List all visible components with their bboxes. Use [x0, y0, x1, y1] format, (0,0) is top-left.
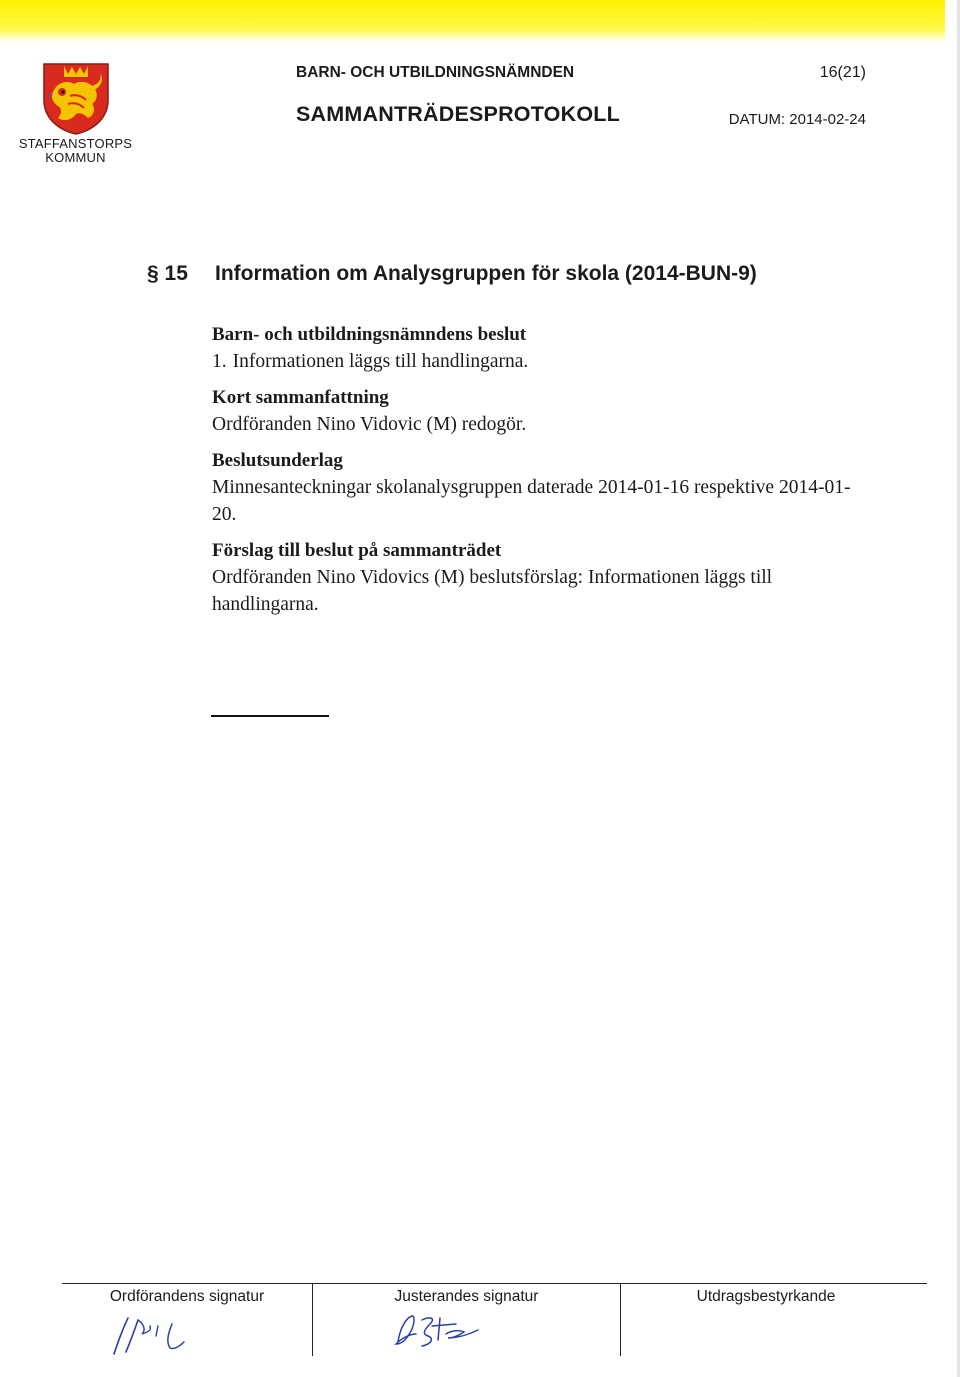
- decision-heading: Barn- och utbildningsnämndens beslut: [212, 324, 527, 345]
- summary-heading: Kort sammanfattning: [212, 387, 389, 408]
- summary-text: Ordföranden Nino Vidovic (M) redogör.: [212, 414, 527, 435]
- page-number: 16(21): [819, 64, 866, 81]
- decision-item-number: 1.: [212, 351, 227, 372]
- end-of-section-rule: [211, 715, 329, 717]
- extract-certifier-label: Utdragsbestyrkande: [696, 1288, 836, 1305]
- section-symbol: §: [147, 262, 159, 285]
- committee-name: BARN- OCH UTBILDNINGSNÄMNDEN: [296, 64, 575, 81]
- municipality-name-line1: STAFFANSTORPS: [18, 136, 133, 151]
- section-number: [147, 262, 215, 286]
- section-heading: [147, 262, 757, 286]
- proposal-text: Ordföranden Nino Vidovics (M) beslutsförslag: Informationen läggs till handlingarna.: [212, 567, 773, 615]
- adjuster-signature-label: Justerandes signatur: [394, 1288, 539, 1305]
- decision-item: [212, 348, 852, 375]
- footer-top-rule: [62, 1283, 927, 1284]
- coat-of-arms-lion-icon: [40, 60, 112, 136]
- section-number-value: 15: [164, 262, 188, 285]
- decision-item-text: Informationen läggs till handlingarna.: [232, 351, 529, 372]
- basis-text: Minnesanteckningar skolanalysgruppen daterade 2014-01-16 respektive 2014-01-20.: [212, 477, 851, 525]
- municipality-name-line2: KOMMUN: [45, 150, 106, 165]
- section-title: Information om Analysgruppen för skola (2014-BUN-9): [215, 262, 757, 285]
- chair-signature-label: Ordförandens signatur: [109, 1288, 265, 1305]
- document-date: DATUM: 2014-02-24: [728, 111, 866, 128]
- proposal-heading: Förslag till beslut på sammanträdet: [212, 540, 502, 561]
- chair-signature-mark: [104, 1300, 204, 1358]
- protocol-content: [212, 321, 852, 627]
- municipality-name: [18, 137, 133, 165]
- highlight-strip: [0, 0, 945, 42]
- basis-heading: Beslutsunderlag: [212, 450, 343, 471]
- protocol-title: SAMMANTRÄDESPROTOKOLL: [296, 102, 620, 126]
- adjuster-signature-mark: [378, 1304, 488, 1354]
